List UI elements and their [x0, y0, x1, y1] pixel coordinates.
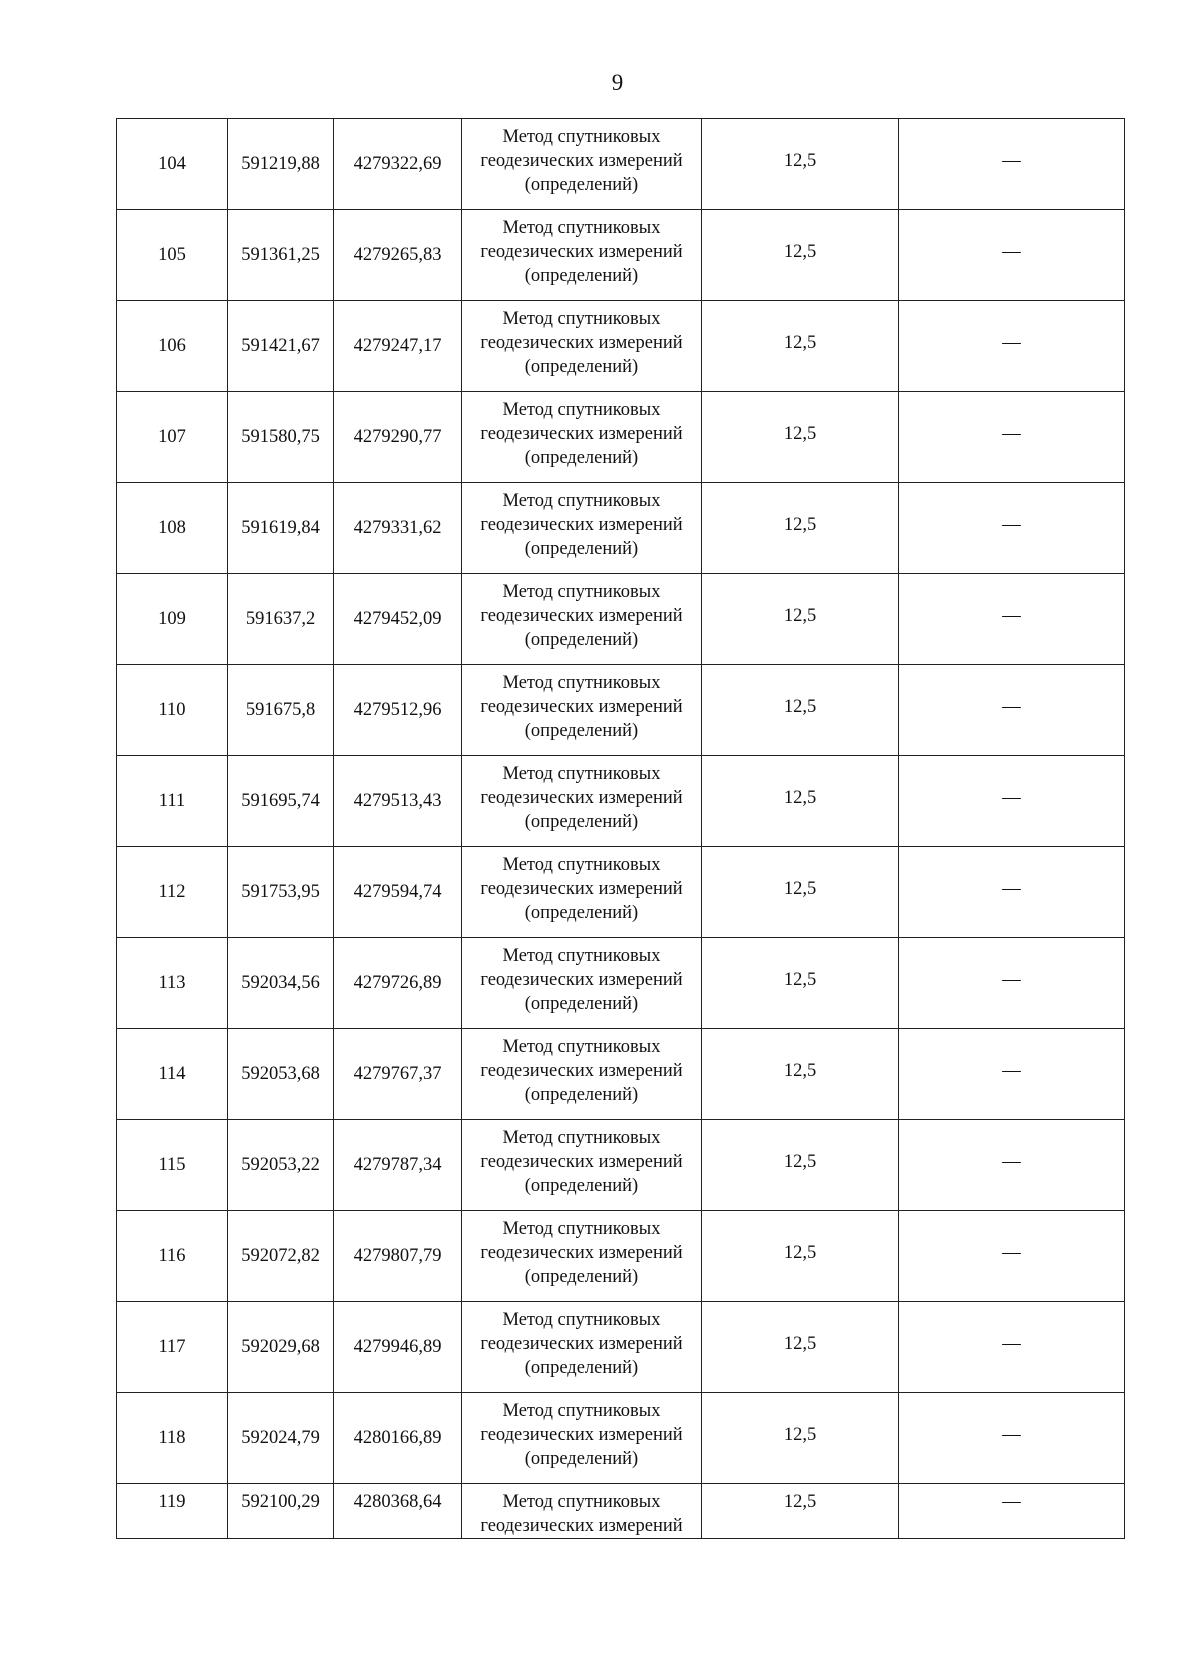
- point-number-cell: 113: [117, 938, 228, 1029]
- point-number-cell: 110: [117, 665, 228, 756]
- method-line: Метод спутниковых: [502, 1037, 661, 1057]
- method-line: Метод спутниковых: [502, 400, 661, 420]
- table-row: [117, 574, 1125, 665]
- x-coordinate-cell: 592053,22: [228, 1120, 334, 1211]
- method-line: геодезических измерений: [480, 970, 683, 990]
- point-number-cell: 104: [117, 119, 228, 210]
- accuracy-cell: 12,5: [702, 1029, 899, 1120]
- table-row: [117, 665, 1125, 756]
- method-line: геодезических измерений: [480, 333, 683, 353]
- method-line: Метод спутниковых: [502, 582, 661, 602]
- method-line: (определений): [524, 1449, 639, 1469]
- table-row: [117, 756, 1125, 847]
- page-number: 9: [611, 70, 624, 95]
- y-coordinate-cell: 4279322,69: [334, 119, 462, 210]
- table-row: [117, 301, 1125, 392]
- method-cell: [462, 1393, 702, 1484]
- method-line: геодезических измерений: [480, 879, 683, 899]
- method-line: геодезических измерений: [480, 151, 683, 171]
- description-cell: —: [899, 756, 1125, 847]
- method-line: геодезических измерений: [480, 424, 683, 444]
- description-cell: —: [899, 119, 1125, 210]
- method-cell: [462, 483, 702, 574]
- description-cell: —: [899, 938, 1125, 1029]
- method-line: геодезических измерений: [480, 242, 683, 262]
- description-cell: —: [899, 483, 1125, 574]
- y-coordinate-cell: 4279726,89: [334, 938, 462, 1029]
- x-coordinate-cell: 591675,8: [228, 665, 334, 756]
- description-cell: —: [899, 1393, 1125, 1484]
- method-line: (определений): [524, 994, 639, 1014]
- method-cell: [462, 756, 702, 847]
- method-line: (определений): [524, 1085, 639, 1105]
- method-line: геодезических измерений: [480, 1152, 683, 1172]
- y-coordinate-cell: 4279265,83: [334, 210, 462, 301]
- table-row: [117, 210, 1125, 301]
- y-coordinate-cell: 4279594,74: [334, 847, 462, 938]
- point-number-cell: 116: [117, 1211, 228, 1302]
- y-coordinate-cell: 4279513,43: [334, 756, 462, 847]
- point-number-cell: 112: [117, 847, 228, 938]
- x-coordinate-cell: 592053,68: [228, 1029, 334, 1120]
- accuracy-cell: 12,5: [702, 1211, 899, 1302]
- accuracy-cell: 12,5: [702, 210, 899, 301]
- method-cell: [462, 301, 702, 392]
- y-coordinate-cell: 4279946,89: [334, 1302, 462, 1393]
- method-line: Метод спутниковых: [502, 127, 661, 147]
- x-coordinate-cell: 592034,56: [228, 938, 334, 1029]
- method-line: (определений): [524, 630, 639, 650]
- method-line: Метод спутниковых: [502, 946, 661, 966]
- x-coordinate-cell: 592072,82: [228, 1211, 334, 1302]
- method-line: (определений): [524, 266, 639, 286]
- point-number-cell: 106: [117, 301, 228, 392]
- method-line: Метод спутниковых: [502, 673, 661, 693]
- point-number-cell: 108: [117, 483, 228, 574]
- table-body: [117, 119, 1125, 1539]
- method-cell: [462, 665, 702, 756]
- method-line: геодезических измерений: [480, 1516, 683, 1536]
- method-cell: [462, 1302, 702, 1393]
- method-line: (определений): [524, 357, 639, 377]
- method-line: (определений): [524, 1267, 639, 1287]
- point-number-cell: 111: [117, 756, 228, 847]
- description-cell: —: [899, 301, 1125, 392]
- method-line: геодезических измерений: [480, 606, 683, 626]
- table-row: [117, 1211, 1125, 1302]
- point-number-cell: 115: [117, 1120, 228, 1211]
- y-coordinate-cell: 4279331,62: [334, 483, 462, 574]
- method-line: Метод спутниковых: [502, 218, 661, 238]
- method-line: геодезических измерений: [480, 1334, 683, 1354]
- y-coordinate-cell: 4279247,17: [334, 301, 462, 392]
- method-line: геодезических измерений: [480, 1061, 683, 1081]
- method-line: (определений): [524, 812, 639, 832]
- method-line: Метод спутниковых: [502, 764, 661, 784]
- point-number-cell: 109: [117, 574, 228, 665]
- accuracy-cell: 12,5: [702, 1302, 899, 1393]
- x-coordinate-cell: 591753,95: [228, 847, 334, 938]
- x-coordinate-cell: 592029,68: [228, 1302, 334, 1393]
- point-number-cell: 105: [117, 210, 228, 301]
- accuracy-cell: 12,5: [702, 483, 899, 574]
- y-coordinate-cell: 4279787,34: [334, 1120, 462, 1211]
- x-coordinate-cell: 591619,84: [228, 483, 334, 574]
- table-row: [117, 1484, 1125, 1539]
- description-cell: —: [899, 392, 1125, 483]
- table-row: [117, 392, 1125, 483]
- x-coordinate-cell: 592100,29: [228, 1484, 334, 1539]
- description-cell: —: [899, 210, 1125, 301]
- y-coordinate-cell: 4279807,79: [334, 1211, 462, 1302]
- method-cell: [462, 847, 702, 938]
- method-line: геодезических измерений: [480, 515, 683, 535]
- method-line: Метод спутниковых: [502, 1219, 661, 1239]
- description-cell: —: [899, 665, 1125, 756]
- method-cell: [462, 574, 702, 665]
- description-cell: —: [899, 1120, 1125, 1211]
- method-line: Метод спутниковых: [502, 309, 661, 329]
- accuracy-cell: 12,5: [702, 756, 899, 847]
- accuracy-cell: 12,5: [702, 938, 899, 1029]
- method-line: (определений): [524, 448, 639, 468]
- method-line: Метод спутниковых: [502, 855, 661, 875]
- description-cell: —: [899, 1211, 1125, 1302]
- x-coordinate-cell: 591637,2: [228, 574, 334, 665]
- method-line: (определений): [524, 721, 639, 741]
- table-row: [117, 938, 1125, 1029]
- x-coordinate-cell: 591361,25: [228, 210, 334, 301]
- method-line: Метод спутниковых: [502, 1492, 661, 1512]
- description-cell: —: [899, 1302, 1125, 1393]
- accuracy-cell: 12,5: [702, 1393, 899, 1484]
- method-line: геодезических измерений: [480, 1425, 683, 1445]
- x-coordinate-cell: 591421,67: [228, 301, 334, 392]
- accuracy-cell: 12,5: [702, 392, 899, 483]
- y-coordinate-cell: 4279290,77: [334, 392, 462, 483]
- method-line: Метод спутниковых: [502, 1401, 661, 1421]
- x-coordinate-cell: 591580,75: [228, 392, 334, 483]
- y-coordinate-cell: 4280368,64: [334, 1484, 462, 1539]
- y-coordinate-cell: 4279767,37: [334, 1029, 462, 1120]
- description-cell: —: [899, 574, 1125, 665]
- table-row: [117, 1029, 1125, 1120]
- y-coordinate-cell: 4279512,96: [334, 665, 462, 756]
- method-line: геодезических измерений: [480, 1243, 683, 1263]
- method-line: геодезических измерений: [480, 697, 683, 717]
- x-coordinate-cell: 591695,74: [228, 756, 334, 847]
- table-row: [117, 483, 1125, 574]
- method-line: (определений): [524, 1358, 639, 1378]
- y-coordinate-cell: 4280166,89: [334, 1393, 462, 1484]
- method-cell: [462, 1120, 702, 1211]
- table-row: [117, 1302, 1125, 1393]
- method-line: Метод спутниковых: [502, 1310, 661, 1330]
- method-cell: [462, 119, 702, 210]
- point-number-cell: 118: [117, 1393, 228, 1484]
- method-cell: [462, 210, 702, 301]
- point-number-cell: 114: [117, 1029, 228, 1120]
- description-cell: —: [899, 1029, 1125, 1120]
- accuracy-cell: 12,5: [702, 1484, 899, 1539]
- method-line: (определений): [524, 175, 639, 195]
- accuracy-cell: 12,5: [702, 301, 899, 392]
- accuracy-cell: 12,5: [702, 119, 899, 210]
- method-cell: [462, 1484, 702, 1539]
- accuracy-cell: 12,5: [702, 574, 899, 665]
- table-row: [117, 847, 1125, 938]
- description-cell: —: [899, 847, 1125, 938]
- table-row: [117, 1120, 1125, 1211]
- method-cell: [462, 392, 702, 483]
- point-number-cell: 119: [117, 1484, 228, 1539]
- point-number-cell: 117: [117, 1302, 228, 1393]
- method-cell: [462, 938, 702, 1029]
- method-line: геодезических измерений: [480, 788, 683, 808]
- method-line: (определений): [524, 1176, 639, 1196]
- accuracy-cell: 12,5: [702, 1120, 899, 1211]
- accuracy-cell: 12,5: [702, 665, 899, 756]
- y-coordinate-cell: 4279452,09: [334, 574, 462, 665]
- table-row: [117, 119, 1125, 210]
- method-line: (определений): [524, 539, 639, 559]
- x-coordinate-cell: 592024,79: [228, 1393, 334, 1484]
- method-line: Метод спутниковых: [502, 491, 661, 511]
- method-cell: [462, 1211, 702, 1302]
- table-row: [117, 1393, 1125, 1484]
- method-line: Метод спутниковых: [502, 1128, 661, 1148]
- x-coordinate-cell: 591219,88: [228, 119, 334, 210]
- method-cell: [462, 1029, 702, 1120]
- description-cell: —: [899, 1484, 1125, 1539]
- method-line: (определений): [524, 903, 639, 923]
- coordinates-table: [116, 118, 1125, 1539]
- point-number-cell: 107: [117, 392, 228, 483]
- accuracy-cell: 12,5: [702, 847, 899, 938]
